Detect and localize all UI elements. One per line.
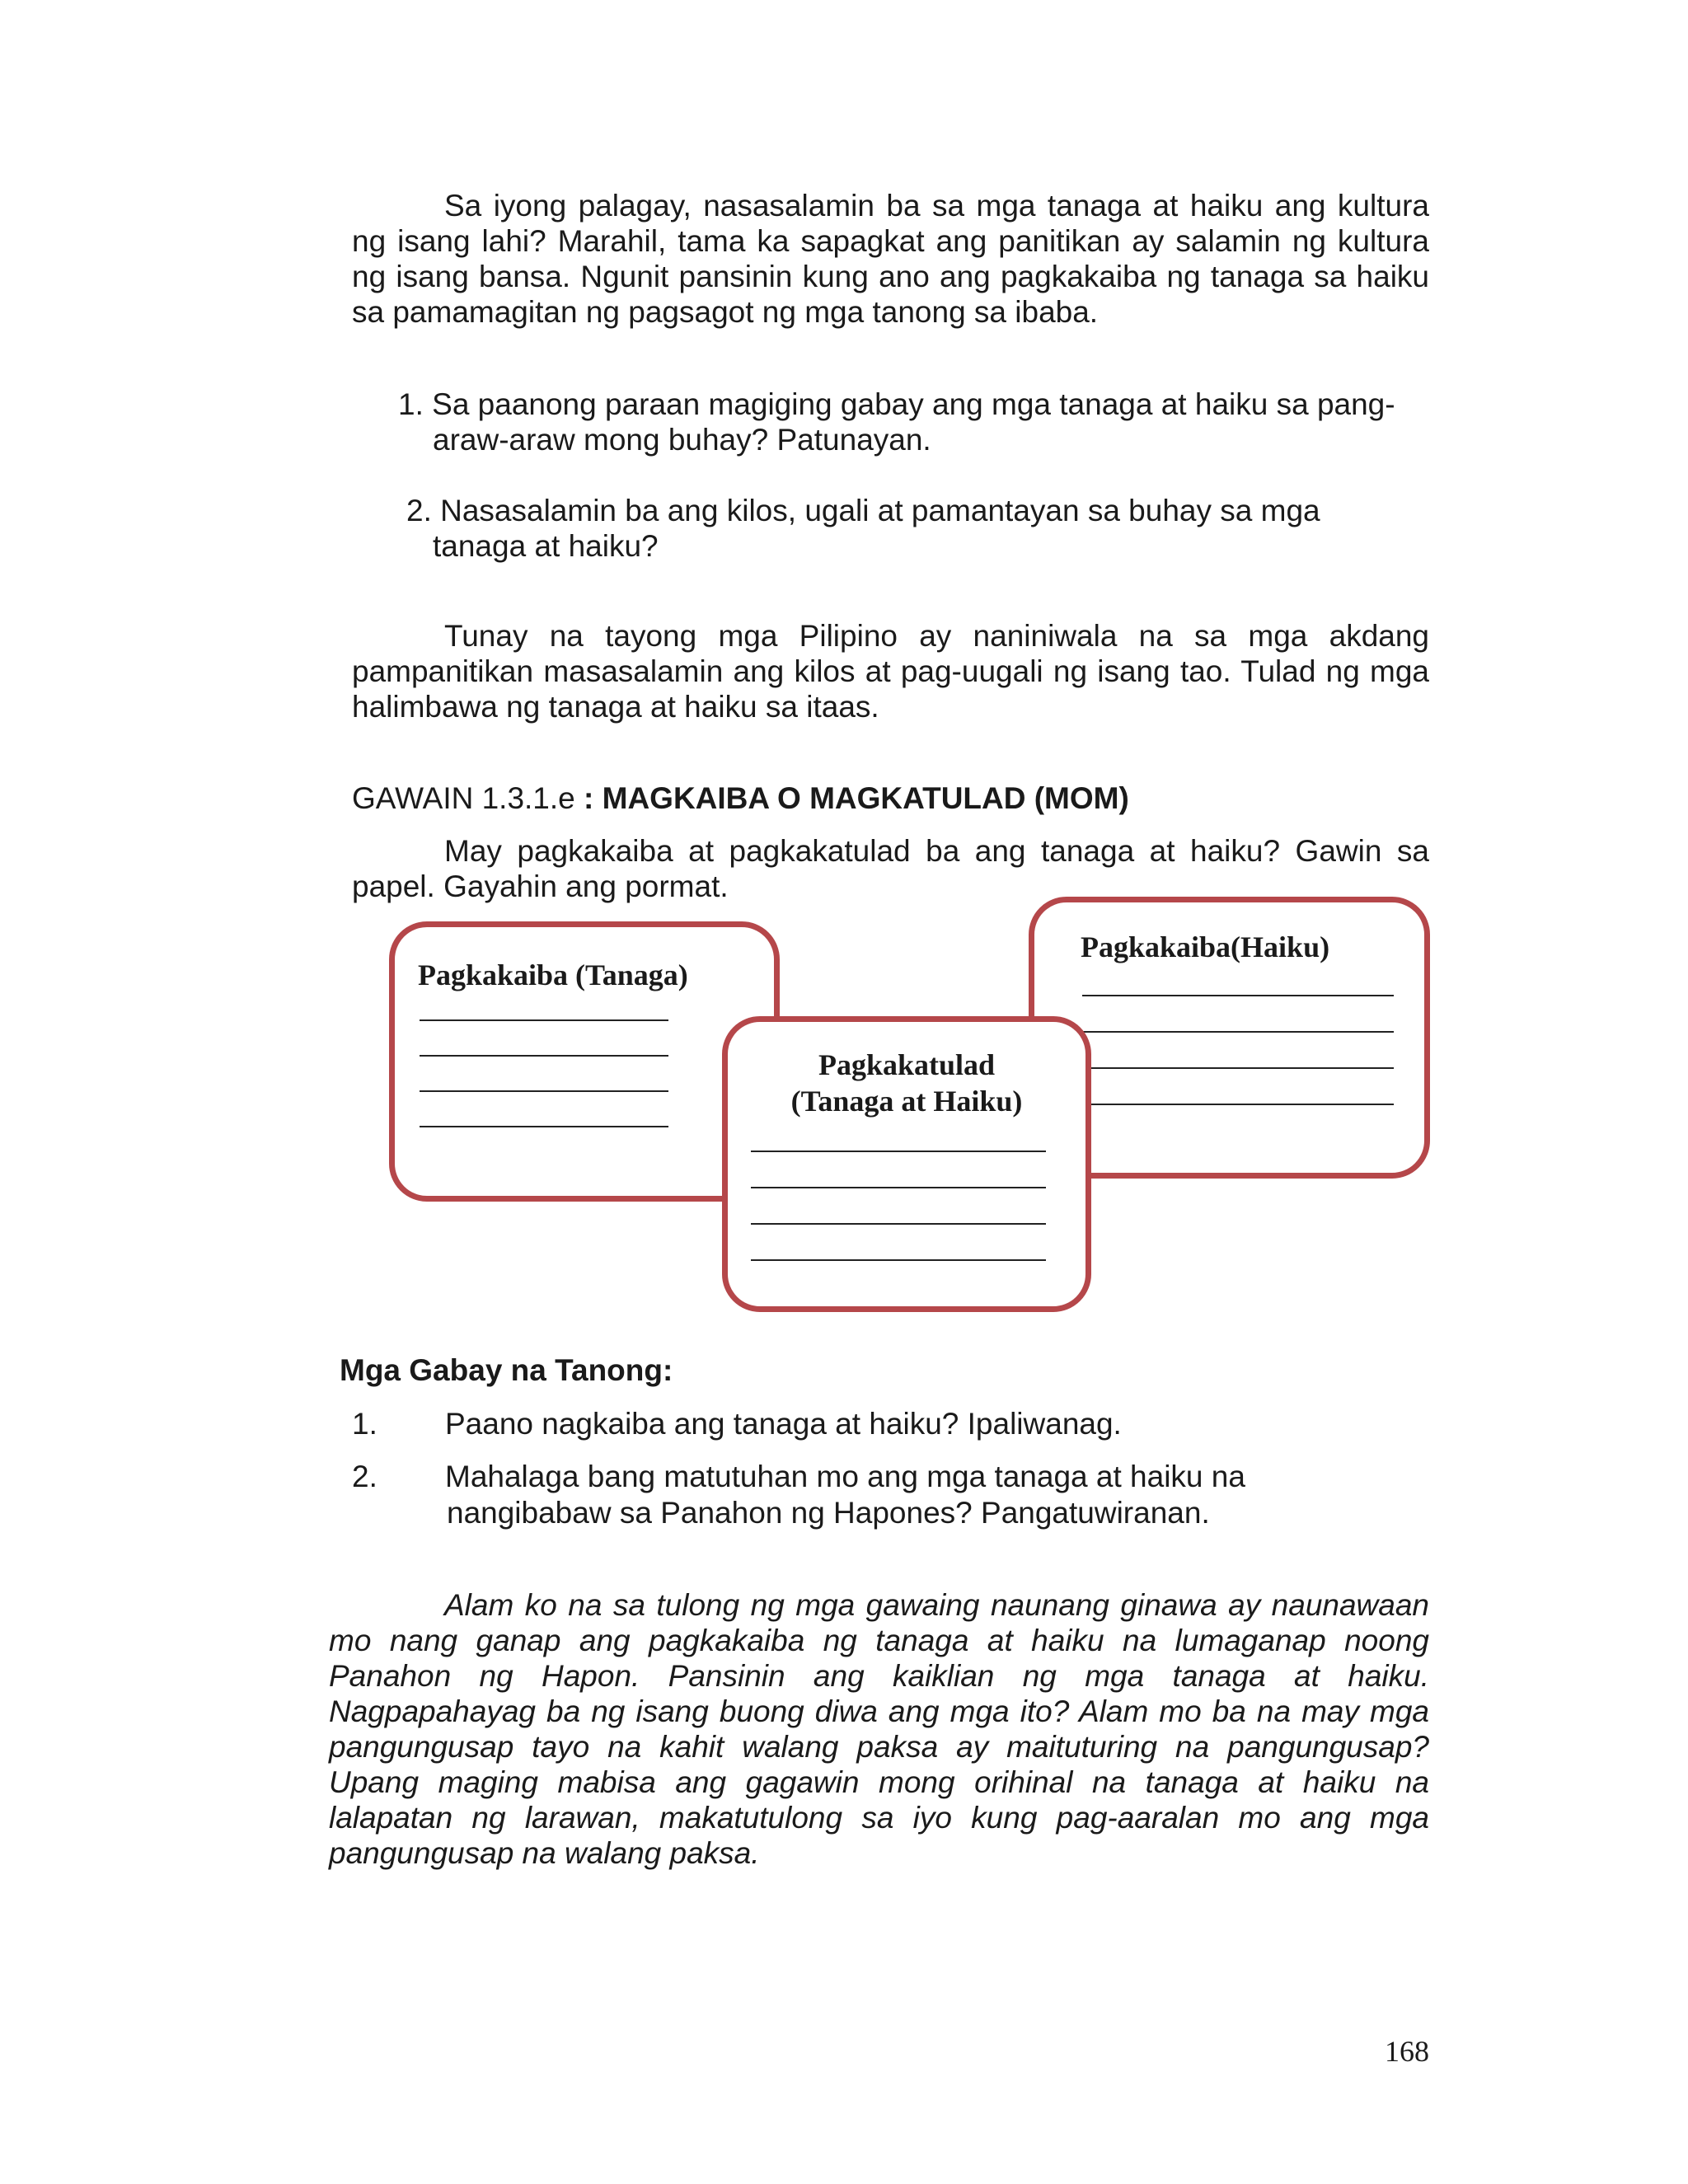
activity-instruction-text: May pagkakaiba at pagkakatulad ba ang tanaga at haiku? Gawin sa papel. Gayahin ang pormat.: [352, 834, 1429, 903]
intro-paragraph: [352, 188, 1429, 330]
diagram-box-pagkakatulad: [722, 1016, 1091, 1312]
diagram-box-tanaga: [389, 921, 780, 1202]
activity-instruction: [352, 833, 1429, 904]
question-1-line-2: araw-araw mong buhay? Patunayan.: [433, 423, 931, 457]
answer-line: [751, 1223, 1046, 1225]
guide-heading: Mga Gabay na Tanong:: [340, 1353, 673, 1387]
question-1-line-1: 1. Sa paanong paraan magiging gabay ang mga tanaga at haiku sa pang-: [398, 387, 1395, 421]
guide-item-2-text-line-2: nangibabaw sa Panahon ng Hapones? Pangatuwiranan.: [447, 1496, 1210, 1530]
belief-paragraph-text: Tunay na tayong mga Pilipino ay naniniwala na sa mga akdang pampanitikan masasalamin ang kilos at pag-uugali ng isang tao. Tulad ng mga halimbawa ng tanaga at haiku sa itaas.: [352, 619, 1429, 724]
answer-line: [420, 1126, 668, 1127]
question-2-line-2: tanaga at haiku?: [433, 529, 659, 563]
answer-line: [751, 1187, 1046, 1188]
activity-heading: [352, 780, 1129, 816]
answer-line: [1082, 1031, 1394, 1033]
guide-item-2-number: 2.: [352, 1460, 377, 1493]
activity-label: GAWAIN 1.3.1.e: [352, 781, 575, 815]
diagram-title-tanaga: Pagkakaiba (Tanaga): [418, 958, 688, 991]
answer-line: [751, 1151, 1046, 1152]
belief-paragraph: [352, 618, 1429, 724]
answer-line: [1082, 995, 1394, 996]
activity-title: : MAGKAIBA O MAGKATULAD (MOM): [574, 781, 1129, 815]
answer-line: [420, 1055, 668, 1057]
diagram-title-pagkakatulad-line-2: (Tanaga at Haiku): [790, 1085, 1023, 1118]
diagram-title-haiku: Pagkakaiba(Haiku): [1081, 930, 1330, 963]
guide-item-1-text: Paano nagkaiba ang tanaga at haiku? Ipaliwanag.: [445, 1407, 1122, 1441]
guide-item-1-number: 1.: [352, 1407, 377, 1441]
intro-paragraph-text: Sa iyong palagay, nasasalamin ba sa mga tanaga at haiku ang kultura ng isang lahi? Marahil, tama ka sapagkat ang panitikan ay salamin ng kultura ng isang bansa. Ngunit pansinin kung ano ang pagkakaiba ng tanaga sa haiku sa pamamagitan ng pagsagot ng mga tanong sa ibaba.: [352, 189, 1429, 329]
answer-line: [420, 1019, 668, 1021]
question-2-line-1: 2. Nasasalamin ba ang kilos, ugali at pamantayan sa buhay sa mga: [406, 494, 1320, 527]
diagram-title-pagkakatulad: [728, 1047, 1085, 1119]
answer-line: [1082, 1067, 1394, 1069]
page-number: 168: [1385, 2035, 1429, 2068]
diagram-title-pagkakatulad-line-1: Pagkakatulad: [818, 1048, 996, 1081]
answer-line: [420, 1090, 668, 1092]
answer-line: [1082, 1104, 1394, 1105]
guide-item-2-text-line-1: Mahalaga bang matutuhan mo ang mga tanaga at haiku na: [445, 1460, 1245, 1493]
closing-paragraph: [329, 1587, 1429, 1871]
closing-paragraph-text: Alam ko na sa tulong ng mga gawaing naunang ginawa ay naunawaan mo nang ganap ang pagkakaiba ng tanaga at haiku na lumaganap noong Panahon ng Hapon. Pansinin ang kaiklian ng mga tanaga at haiku. Nagpapahayag ba ng isang buong diwa ang mga ito? Alam mo ba na may mga pangungusap tayo na kahit walang paksa ay maituturing na pangungusap? Upang maging mabisa ang gagawin mong orihinal na tanaga at haiku na lalapatan ng larawan, makatutulong sa iyo kung pag-aaralan mo ang mga pangungusap na walang paksa.: [329, 1588, 1429, 1870]
answer-line: [751, 1259, 1046, 1261]
